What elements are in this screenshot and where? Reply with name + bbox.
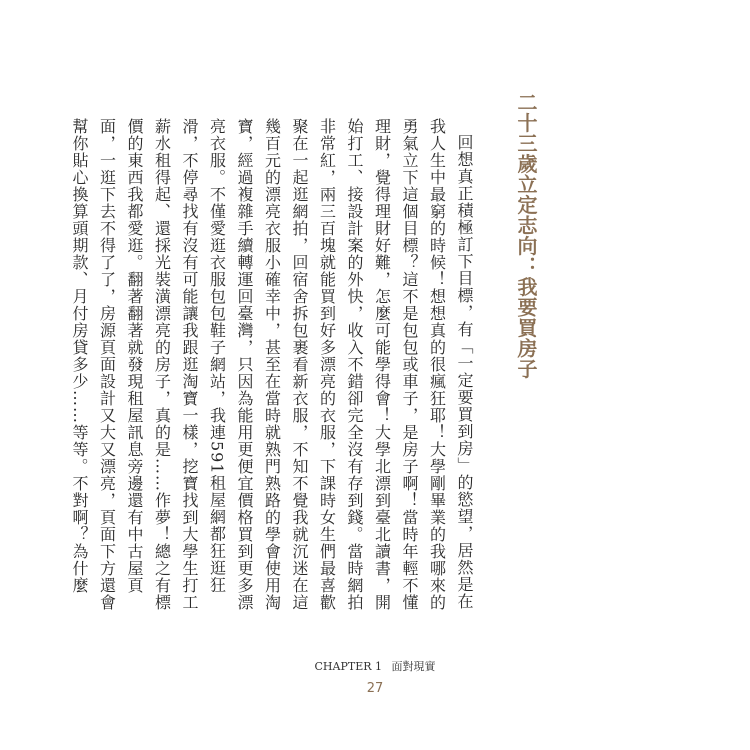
running-footer	[0, 658, 750, 674]
page-number: 27	[366, 681, 384, 696]
chapter-title: 面對現實	[391, 660, 436, 673]
section-heading: 二十三歲立定志向：我要買房子	[514, 92, 538, 379]
body-text	[70, 118, 478, 620]
paragraph: 回想真正積極訂下目標，有「一定要買到房」的慾望，居然是在我人生中最窮的時候！想想真的很瘋狂耶！大學剛畢業的我哪來的勇氣立下這個目標？這不是包包或車子，是房子啊！當時年輕不懂理財，覺得理財好難，怎麼可能學得會！大學北漂到臺北讀書，開始打工、接設計案的外快，收入不錯卻完全沒有存到錢。當時網拍非常紅，兩三百塊就能買到好多漂亮的衣服，下課時女生們最喜歡聚在一起逛網拍，回宿舍拆包裹看新衣服，不知不覺我就沉迷在這幾百元的漂亮衣服小確幸中，甚至在當時就熟門熟路的學會使用淘寶，經過複雜手續轉運回臺灣，只因為能用更便宜價格買到更多漂亮衣服。不僅愛逛衣服包包鞋子網站，我連591租屋網都狂逛狂滑，不停尋找有沒有可能讓我跟逛淘寶一樣，挖寶找到大學生打工薪水租得起、還採光裝潢漂亮的房子，真的是……作夢！總之有標價的東西我都愛逛。翻著翻著就發現租屋訊息旁邊還有中古屋頁面，一逛下去不得了了，房源頁面設計又大又漂亮，頁面下方還會幫你貼心換算頭期款、月付房貸多少……等等。不對啊？為什麼	[70, 118, 474, 611]
chapter-label: CHAPTER 1	[314, 660, 382, 673]
